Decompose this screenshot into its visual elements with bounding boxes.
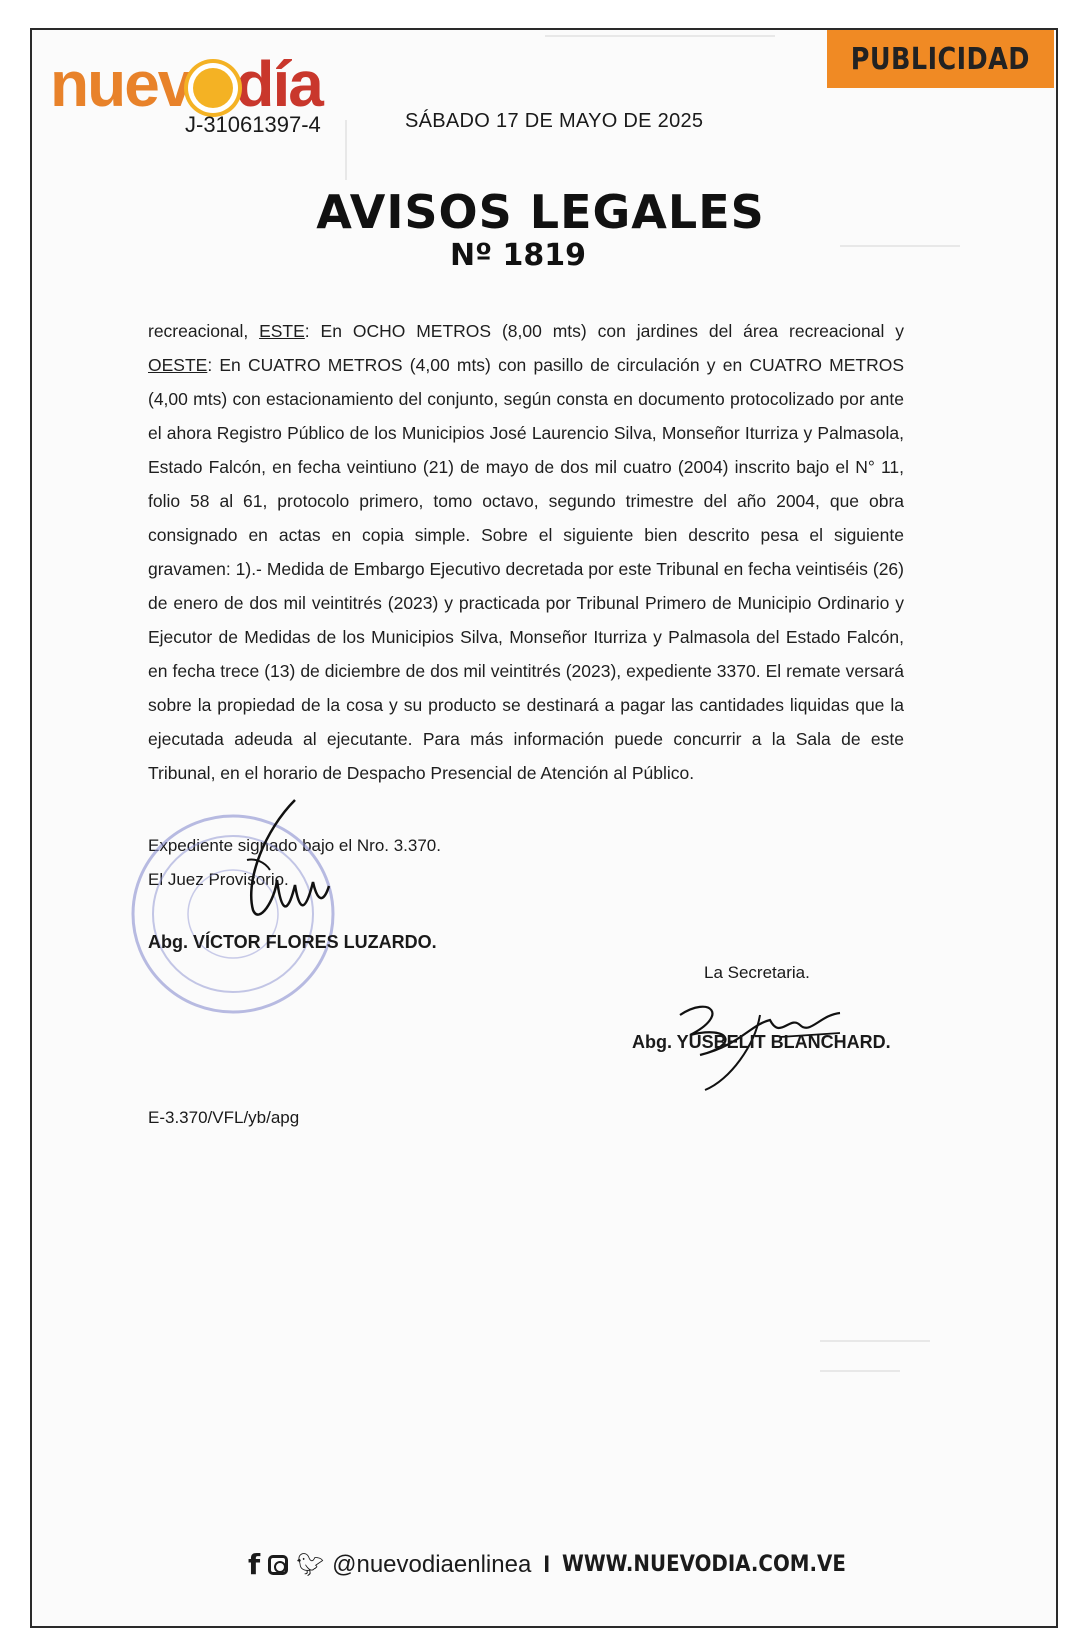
- publicidad-banner: [827, 30, 1054, 88]
- bleed-through-line: [820, 1340, 930, 1342]
- body-line-1: recreacional, ESTE: En OCHO METROS (8,00 mts) con jardines del área recreacional y: [148, 321, 904, 341]
- instagram-icon[interactable]: [268, 1555, 288, 1575]
- publication-date: SÁBADO 17 DE MAYO DE 2025: [405, 110, 704, 132]
- secretary-title: La Secretaria.: [704, 963, 810, 982]
- social-icons: [248, 1548, 324, 1581]
- body-paragraph: OESTE: En CUATRO METROS (4,00 mts) con pasillo de circulación y en CUATRO METROS (4,00 mts) con estacionamiento del conjunto, según consta en documento protocolizado por ante el ahora Registro Público de los Municipios José Laurencio Silva, Monseñor Iturriza y Palmasola, Estado Falcón, en fecha veintiuno (21) de mayo de dos mil cuatro (2004) inscrito bajo el N° 11, folio 58 al 61, protocolo primero, tomo octavo, segundo trimestre del año 2004, que obra consignado en actas en copia simple. Sobre el siguiente bien descrito pesa el siguiente gravamen: 1).- Medida de Embargo Ejecutivo decretada por este Tribunal en fecha veintiséis (26) de enero de dos mil veintitrés (2023) y practicada por Tribunal Primero de Municipio Ordinario y Ejecutor de Medidas de los Municipios Silva, Monseñor Iturriza y Palmasola del Estado Falcón, en fecha trece (13) de diciembre de dos mil veintitrés (2023), expediente 3370. El remate versará sobre la propiedad de la cosa y su producto se destinará a pagar las cantidades liquidas que la ejecutada adeuda al ejecutante. Para más información puede concurrir a la Sala de este Tribunal, en el horario de Despacho Presencial de Atención al Público.: [148, 355, 904, 783]
- logo-text-right: día: [235, 48, 322, 120]
- document-reference: E-3.370/VFL/yb/apg: [148, 1108, 300, 1127]
- bleed-through-line: [345, 120, 347, 180]
- judge-signature: [225, 790, 335, 930]
- footer: [248, 1548, 877, 1581]
- sun-icon: [193, 68, 233, 108]
- banner-label: PUBLICIDAD: [850, 41, 1031, 77]
- expediente-line: Expediente signado bajo el Nro. 3.370.: [148, 836, 441, 855]
- judge-title: El Juez Provisorio.: [148, 870, 289, 889]
- secretary-name: Abg. YUSBELIT BLANCHARD.: [632, 1032, 891, 1052]
- bleed-through-line: [545, 35, 775, 37]
- judge-name: Abg. VÍCTOR FLORES LUZARDO.: [148, 932, 437, 952]
- notice-number: Nº 1819: [450, 238, 586, 273]
- bleed-through-line: [820, 1370, 900, 1372]
- notice-body: [148, 314, 904, 790]
- footer-separator: I: [543, 1550, 550, 1578]
- logo-text-left: nuev: [50, 48, 192, 120]
- newspaper-logo: [50, 48, 322, 120]
- social-handle[interactable]: @nuevodiaenlinea: [332, 1550, 532, 1578]
- facebook-icon[interactable]: f: [248, 1548, 261, 1581]
- page-title: AVISOS LEGALES: [316, 185, 765, 239]
- website-link[interactable]: WWW.NUEVODIA.COM.VE: [561, 1552, 846, 1577]
- twitter-icon[interactable]: 🐦︎: [296, 1551, 325, 1577]
- rif-number: J-31061397-4: [185, 112, 321, 137]
- bleed-through-line: [840, 245, 960, 247]
